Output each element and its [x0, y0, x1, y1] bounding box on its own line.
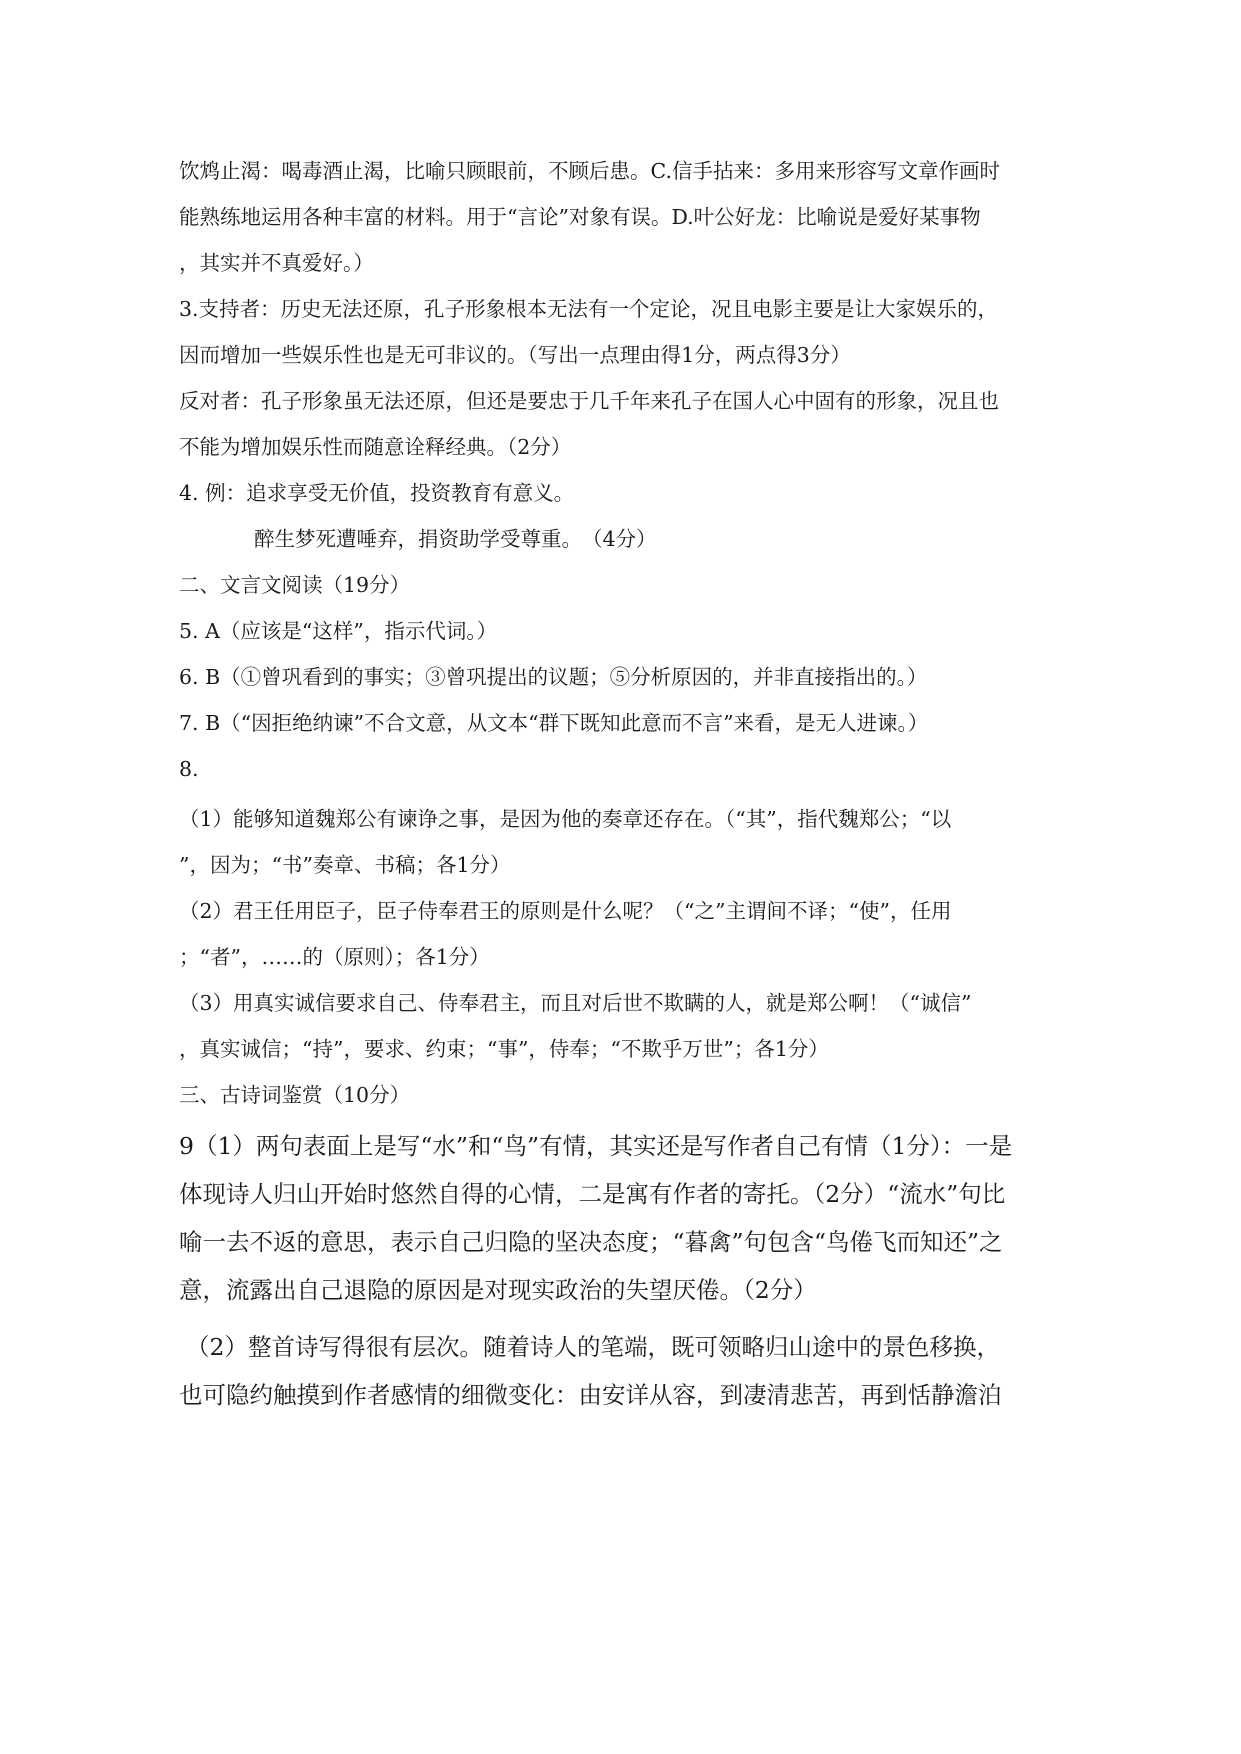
text-line: 反对者：孔子形象虽无法还原，但还是要忠于几千年来孔子在国人心中固有的形象，况且也 — [179, 389, 999, 413]
text-line: （1）能够知道魏郑公有谏诤之事，是因为他的奏章还存在。（“其”，指代魏郑公；“以 — [179, 807, 952, 831]
text-line: （2）整首诗写得很有层次。随着诗人的笔端，既可领略归山途中的景色移换， — [186, 1333, 1000, 1361]
text-line: 5. A（应该是“这样”，指示代词。） — [179, 619, 498, 643]
text-line: 因而增加一些娱乐性也是无可非议的。（写出一点理由得1分，两点得3分） — [179, 343, 851, 367]
section-heading: 三、古诗词鉴赏（10分） — [179, 1083, 411, 1107]
text-line: 饮鸩止渴：喝毒酒止渴，比喻只顾眼前，不顾后患。C.信手拈来：多用来形容写文章作画时 — [179, 159, 1000, 183]
text-line: 4. 例：追求享受无价值，投资教育有意义。 — [179, 481, 575, 505]
text-line: ；“者”，……的（原则）；各1分） — [179, 945, 490, 969]
text-line: 喻一去不返的意思，表示自己归隐的坚决态度；“暮禽”句包含“鸟倦飞而知还”之 — [179, 1228, 1003, 1256]
text-line: 8. — [179, 757, 199, 781]
text-line: ”，因为；“书”奏章、书稿；各1分） — [179, 853, 511, 877]
text-line: 7. B（“因拒绝纳谏”不合文意，从文本“群下既知此意而不言”来看，是无人进谏。） — [179, 711, 929, 735]
text-line: ，其实并不真爱好。） — [179, 251, 374, 275]
text-line: 不能为增加娱乐性而随意诠释经典。（2分） — [179, 435, 572, 459]
text-line: 醉生梦死遭唾弃，捐资助学受尊重。 （4分） — [254, 527, 657, 551]
text-line: ，真实诚信；“持”，要求、约束；“事”，侍奉；“不欺乎万世”；各1分） — [179, 1037, 829, 1061]
text-line: 能熟练地运用各种丰富的材料。用于“言论”对象有误。D.叶公好龙：比喻说是爱好某事物 — [179, 205, 981, 229]
text-line: 3.支持者：历史无法还原，孔子形象根本无法有一个定论，况且电影主要是让大家娱乐的， — [179, 297, 999, 321]
text-line: （3）用真实诚信要求自己、侍奉君主，而且对后世不欺瞒的人，就是郑公啊！（“诚信” — [179, 991, 972, 1015]
text-line: 9（1）两句表面上是写“水”和“鸟”有情，其实还是写作者自己有情（1分）：一是 — [179, 1132, 1013, 1160]
section-heading: 二、文言文阅读（19分） — [179, 573, 411, 597]
text-line: 6. B（①曾巩看到的事实；③曾巩提出的议题；⑤分析原因的，并非直接指出的。） — [179, 665, 928, 689]
text-line: 也可隐约触摸到作者感情的细微变化：由安详从容，到凄清悲苦，再到恬静澹泊 — [179, 1381, 1002, 1409]
text-line: 体现诗人归山开始时悠然自得的心情，二是寓有作者的寄托。（2分）“流水”句比 — [179, 1180, 1006, 1208]
text-line: （2）君王任用臣子，臣子侍奉君王的原则是什么呢？（“之”主谓间不译；“使”，任用 — [179, 899, 952, 923]
text-line: 意，流露出自己退隐的原因是对现实政治的失望厌倦。（2分） — [179, 1276, 817, 1304]
